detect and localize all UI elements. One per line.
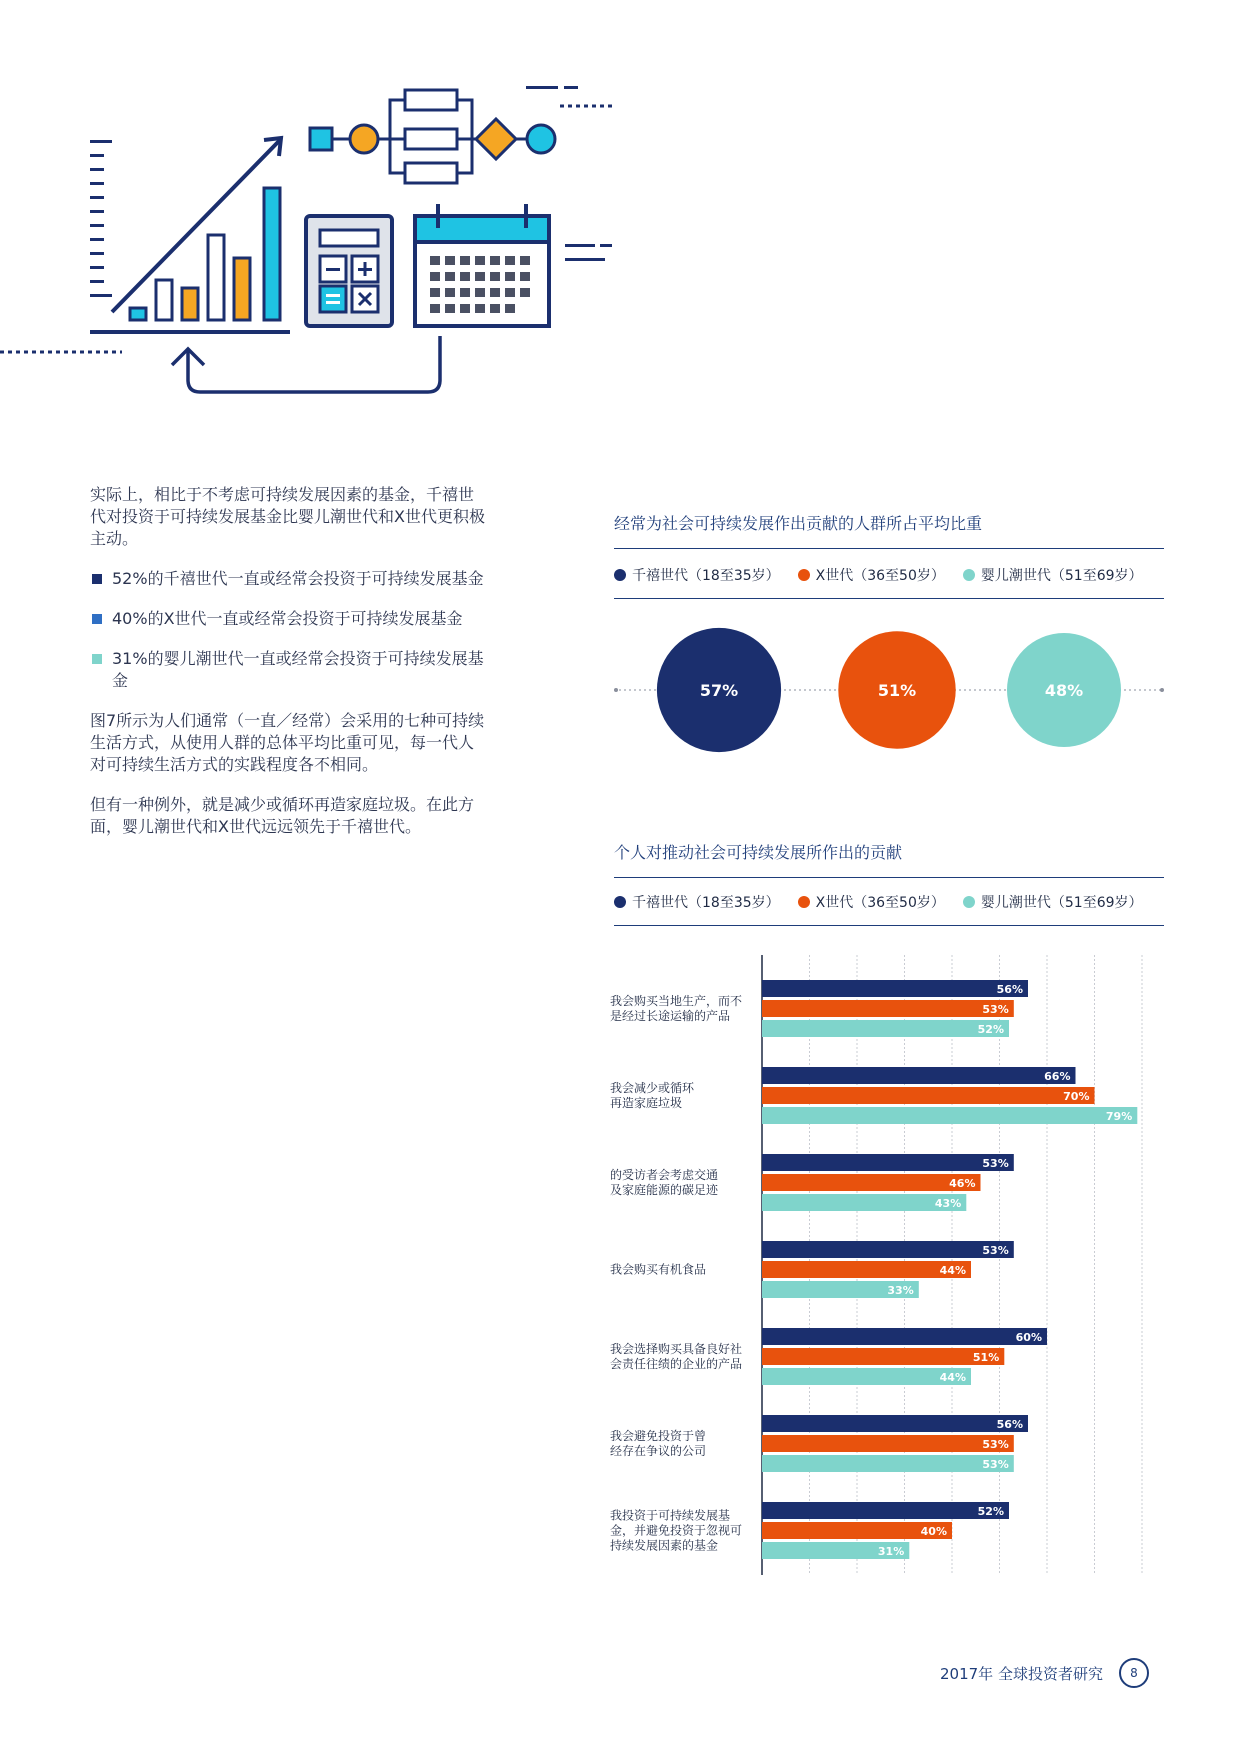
paragraph-3: 但有一种例外，就是减少或循环再造家庭垃圾。在此方面，婴儿潮世代和X世代远远领先于千禧世代。: [90, 795, 475, 836]
bar-value-label: 31%: [877, 1545, 905, 1558]
legend-dot: [798, 896, 810, 908]
chart2-legend-rule: [614, 925, 1164, 926]
bullet-text: 40%的X世代一直或经常会投资于可持续发展基金: [112, 609, 463, 628]
bar-value-label: 46%: [949, 1177, 976, 1190]
category-label: 持续发展因素的基金: [610, 1538, 719, 1553]
category-label: 会责任往绩的企业的产品: [610, 1357, 743, 1371]
page-number: 8: [1130, 1666, 1138, 1680]
bar-value-label: 44%: [939, 1371, 966, 1384]
bullet-text: 31%的婴儿潮世代一直或经常会投资于可持续发展基金: [112, 649, 484, 690]
legend-label: X世代（36至50岁）: [815, 568, 945, 584]
bar-genx: [762, 1348, 1004, 1365]
chart2-legend: [614, 892, 1164, 912]
bar-chart: [600, 950, 1200, 1590]
baseline-end-dot: [1160, 688, 1164, 692]
bullet-text: 52%的千禧世代一直或经常会投资于可持续发展基金: [112, 569, 484, 588]
intro-paragraph: 实际上，相比于不考虑可持续发展因素的基金，千禧世代对投资于可持续发展基金比婴儿潮世代和X世代更积极主动。: [90, 485, 485, 548]
legend-item-genx: [798, 565, 945, 585]
category-label: 我会购买有机食品: [610, 1262, 707, 1277]
bullet-boomer: [90, 648, 485, 692]
legend-dot: [963, 896, 975, 908]
legend-dot: [963, 569, 975, 581]
bar-boomer: [762, 1020, 1009, 1037]
legend-dot: [798, 569, 810, 581]
bar-genx: [762, 1174, 981, 1191]
legend-item-genx: [798, 892, 945, 912]
bubble-label: 48%: [1044, 681, 1084, 700]
cycle-arrow-icon: [0, 336, 440, 392]
bar-value-label: 60%: [1015, 1331, 1042, 1344]
bar-value-label: 79%: [1105, 1110, 1133, 1123]
bar-value-label: 53%: [982, 1458, 1009, 1471]
legend-dot: [614, 896, 626, 908]
paragraph-2: 图7所示为人们通常（一直／经常）会采用的七种可持续生活方式，从使用人群的总体平均比重可见，每一代人对可持续生活方式的实践程度各不相同。: [90, 711, 485, 774]
bar-value-label: 66%: [1044, 1070, 1071, 1083]
legend-label: 婴儿潮世代（51至69岁）: [980, 895, 1143, 911]
category-label: 金，并避免投资于忽视可: [610, 1523, 743, 1538]
bar-value-label: 52%: [977, 1023, 1004, 1036]
bullet-marker: [92, 654, 102, 664]
category-label: 经存在争议的公司: [610, 1444, 707, 1458]
chart2-rule: [614, 877, 1164, 878]
bar-chart-icon: [90, 138, 290, 334]
bubble-label: 51%: [877, 681, 917, 700]
legend-label: X世代（36至50岁）: [815, 895, 945, 911]
legend-label: 千禧世代（18至35岁）: [632, 568, 780, 584]
legend-item-millennial: [614, 892, 780, 912]
legend-label: 婴儿潮世代（51至69岁）: [980, 568, 1143, 584]
legend-label: 千禧世代（18至35岁）: [632, 895, 780, 911]
report-title: 2017年 全球投资者研究: [940, 1664, 1103, 1683]
bar-boomer: [762, 1455, 1014, 1472]
legend-item-millennial: [614, 565, 780, 585]
bar-millennial: [762, 1241, 1014, 1258]
bar-value-label: 56%: [996, 1418, 1023, 1431]
category-label: 是经过长途运输的产品: [610, 1009, 731, 1023]
category-label: 我会避免投资于曾: [610, 1429, 707, 1443]
category-label: 我会选择购买具备良好社: [610, 1342, 743, 1356]
calculator-icon: [306, 216, 392, 326]
legend-item-boomer: [963, 565, 1143, 585]
bar-genx: [762, 1087, 1095, 1104]
bar-value-label: 53%: [982, 1244, 1009, 1257]
category-label: 及家庭能源的碳足迹: [610, 1183, 719, 1197]
bar-value-label: 53%: [982, 1438, 1009, 1451]
chart2-title: 个人对推动社会可持续发展所作出的贡献: [614, 843, 903, 862]
bar-value-label: 44%: [939, 1264, 966, 1277]
body-text: [90, 484, 485, 856]
bar-value-label: 56%: [996, 983, 1023, 996]
bar-millennial: [762, 980, 1028, 997]
bar-value-label: 33%: [887, 1284, 914, 1297]
category-label: 的受访者会考虑交通: [610, 1168, 719, 1182]
bullet-marker: [92, 574, 102, 584]
category-label: 我投资于可持续发展基: [610, 1508, 731, 1523]
legend-item-boomer: [963, 892, 1143, 912]
calendar-icon: [415, 204, 612, 326]
bar-value-label: 40%: [920, 1525, 947, 1538]
chart1-title: 经常为社会可持续发展作出贡献的人群所占平均比重: [614, 514, 983, 533]
bar-value-label: 51%: [972, 1351, 1000, 1364]
chart1-legend: [614, 565, 1164, 585]
bullet-genx: [90, 608, 485, 630]
bar-millennial: [762, 1154, 1014, 1171]
bar-genx: [762, 1435, 1014, 1452]
bar-value-label: 53%: [982, 1157, 1009, 1170]
bar-value-label: 52%: [977, 1505, 1004, 1518]
page-number-badge: [1119, 1658, 1149, 1688]
bullet-millennial: [90, 568, 485, 590]
bar-genx: [762, 1000, 1014, 1017]
bar-millennial: [762, 1067, 1076, 1084]
bullet-marker: [92, 614, 102, 624]
category-label: 我会减少或循环: [610, 1081, 695, 1095]
bar-value-label: 43%: [934, 1197, 962, 1210]
legend-dot: [614, 569, 626, 581]
flowchart-icon: [310, 86, 616, 183]
category-label: 我会购买当地生产，而不: [610, 994, 743, 1008]
bar-millennial: [762, 1502, 1009, 1519]
bubble-chart: [614, 625, 1164, 765]
footer: [940, 1658, 1149, 1688]
bar-millennial: [762, 1415, 1028, 1432]
bar-value-label: 70%: [1063, 1090, 1090, 1103]
bar-boomer: [762, 1107, 1137, 1124]
bubble-label: 57%: [699, 681, 739, 700]
baseline-end-dot: [614, 688, 618, 692]
category-label: 再造家庭垃圾: [610, 1096, 683, 1110]
chart1-rule: [614, 548, 1164, 549]
chart1-legend-rule: [614, 598, 1164, 599]
bar-millennial: [762, 1328, 1047, 1345]
bar-value-label: 53%: [982, 1003, 1009, 1016]
infographic-illustration: [0, 60, 640, 420]
